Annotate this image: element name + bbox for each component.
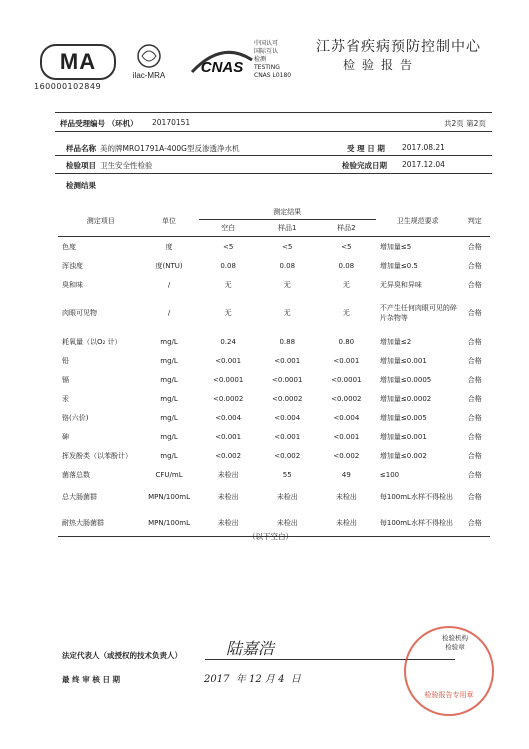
cell-unit: mg/L (160, 413, 178, 422)
cell-sample2: <0.001 (333, 432, 360, 441)
cell-verdict: 合格 (467, 394, 482, 403)
divider (55, 155, 492, 156)
cell-verdict: 合格 (467, 261, 482, 270)
cell-item: 挥发酚类（以苯酚计） (62, 451, 132, 460)
cell-item: 铬(六价) (62, 413, 89, 422)
table-row (58, 275, 490, 294)
legal-rep-label: 法定代表人（或授权的技术负责人） (62, 651, 182, 660)
cell-sample1: 55 (282, 470, 292, 479)
cell-unit: mg/L (160, 432, 178, 441)
cell-unit: 度(NTU) (155, 261, 183, 270)
table-row (58, 465, 490, 484)
cell-sample2: 0.80 (338, 337, 355, 346)
cell-item: 铅 (62, 356, 69, 365)
table-row (58, 237, 490, 257)
cell-verdict: 合格 (467, 280, 482, 289)
cma-logo: MA (40, 44, 116, 80)
header-results: 测定结果 (199, 205, 376, 220)
cell-sample2: 49 (341, 470, 351, 479)
cell-unit: MPN/100mL (148, 519, 191, 527)
cell-blank: 无 (224, 280, 232, 289)
cell-sample1: <0.0001 (272, 375, 303, 384)
signature: 陆嘉浩 (226, 639, 275, 658)
table-row (58, 370, 490, 389)
cell-item: 耗氧量（以O₂ 计） (62, 337, 122, 346)
cell-sample1: 0.88 (279, 337, 296, 346)
cell-unit: mg/L (160, 337, 178, 346)
cell-standard: 增加量≤0.0005 (379, 375, 432, 384)
cell-sample1: <0.002 (274, 451, 301, 460)
cell-unit: mg/L (160, 356, 178, 365)
header-blank: 空白 (199, 220, 258, 237)
received-date: 2017.08.21 (402, 143, 445, 152)
ilac-mra-text: ilac-MRA (132, 71, 166, 80)
acceptance-number: 20170151 (152, 118, 191, 127)
header-sample2: 样品2 (317, 220, 376, 237)
cell-sample2: <0.0001 (331, 375, 362, 384)
cell-standard: 增加量≤0.0002 (379, 394, 432, 403)
table-row (58, 256, 490, 275)
organization-name: 江苏省疾病预防控制中心 (316, 39, 481, 55)
results-table (58, 205, 490, 537)
cell-item: 肉眼可见物 (62, 309, 97, 317)
received-date-label: 受 理 日 期 (347, 144, 385, 153)
cell-blank: 未检出 (217, 470, 239, 479)
header-unit: 单位 (140, 205, 199, 237)
cell-verdict: 合格 (467, 242, 482, 251)
divider (55, 131, 492, 132)
cell-item: 菌落总数 (62, 470, 90, 479)
table-row (58, 484, 490, 510)
report-title: 检验报告 (343, 58, 420, 72)
cell-sample1: <0.001 (274, 356, 301, 365)
cma-number: 160000102849 (34, 82, 102, 91)
cell-blank: 0.24 (220, 337, 236, 346)
cell-sample1: <0.004 (274, 413, 301, 422)
cell-verdict: 合格 (467, 470, 482, 479)
cnas-line: 检测 (254, 56, 267, 63)
cell-sample2: <0.004 (333, 413, 360, 422)
cell-verdict: 合格 (467, 337, 482, 346)
cell-blank: <0.002 (215, 451, 242, 460)
cell-sample1: 未检出 (276, 519, 298, 527)
cnas-line: CNAS L0180 (254, 72, 292, 79)
cell-sample1: <5 (282, 242, 293, 251)
cell-unit: 度 (165, 242, 173, 251)
cell-verdict: 合格 (467, 309, 482, 317)
table-row (58, 389, 490, 408)
cell-sample1: 无 (283, 280, 291, 289)
cnas-line: TESTING (254, 64, 280, 71)
cnas-logo (186, 42, 258, 82)
cell-sample1: 0.08 (279, 261, 296, 270)
cell-item: 色度 (62, 242, 76, 251)
divider (55, 173, 492, 174)
blank-note: （以下空白） (248, 532, 293, 541)
seal-label: 检验机构检验章 (442, 634, 468, 651)
cell-verdict: 合格 (467, 493, 482, 501)
cell-standard: 不产生任何肉眼可见的碎片杂物等 (379, 304, 457, 322)
cell-sample2: <5 (341, 242, 352, 251)
cell-item: 臭和味 (62, 280, 83, 289)
cnas-accreditation-text (254, 40, 291, 80)
cell-standard: 增加量≤0.005 (379, 413, 427, 422)
approval-date: 2017 年 12 月 4 日 (204, 674, 301, 685)
cell-verdict: 合格 (467, 375, 482, 384)
cnas-line: 中国认可 (254, 40, 279, 47)
cell-sample1: <0.0002 (272, 394, 303, 403)
cell-blank: 无 (224, 309, 232, 317)
section-title: 检测结果 (66, 181, 96, 190)
cell-item: 耐热大肠菌群 (62, 519, 104, 527)
cell-blank: <5 (222, 242, 234, 251)
cell-blank: <0.0001 (212, 375, 244, 384)
cell-sample2: <0.0002 (331, 394, 362, 403)
header-standard: 卫生规范要求 (376, 205, 460, 237)
table-row (58, 332, 490, 351)
cell-sample1: 无 (283, 309, 291, 317)
acceptance-label: 样品受理编号 （环机） (60, 119, 138, 128)
cell-verdict: 合格 (467, 413, 482, 422)
cell-item: 总大肠菌群 (62, 493, 97, 501)
ilac-mra-logo (120, 42, 178, 82)
cell-standard: 增加量≤0.001 (379, 432, 427, 441)
cell-blank: 0.08 (220, 261, 236, 270)
header-verdict: 判定 (459, 205, 490, 237)
page-info: 共2页 第2页 (444, 119, 486, 128)
cell-blank: <0.001 (215, 356, 242, 365)
test-item: 卫生安全性检验 (100, 161, 153, 170)
cell-verdict: 合格 (467, 432, 482, 441)
cell-unit: MPN/100mL (148, 493, 191, 501)
table-row (58, 446, 490, 465)
approval-date-label: 最 终 审 核 日 期 (62, 675, 121, 684)
stamp-text: 检验报告专用章 (424, 691, 474, 699)
cell-standard: 增加量≤5 (379, 242, 412, 251)
cell-unit: mg/L (160, 375, 178, 384)
table-row (58, 351, 490, 370)
cell-sample2: 0.08 (338, 261, 355, 270)
cell-sample2: 无 (342, 280, 350, 289)
cell-unit: / (167, 309, 171, 317)
sample-name-label: 样品名称 (66, 144, 96, 153)
divider (55, 112, 492, 113)
cell-item: 浑浊度 (62, 261, 83, 270)
completed-date-label: 检验完成日期 (342, 161, 387, 170)
cell-blank: <0.001 (215, 432, 242, 441)
cell-standard: 每100mL水样不得检出 (379, 493, 453, 501)
cell-blank: 未检出 (217, 519, 239, 527)
table-row (58, 427, 490, 446)
cell-sample2: <0.002 (333, 451, 360, 460)
cell-verdict: 合格 (467, 519, 482, 527)
cell-sample1: <0.001 (274, 432, 301, 441)
cell-standard: ≤100 (379, 470, 400, 479)
cell-standard: 增加量≤0.002 (379, 451, 427, 460)
cell-item: 镉 (62, 375, 69, 384)
cell-unit: mg/L (160, 451, 178, 460)
cell-standard: 无异臭和异味 (379, 280, 422, 289)
cnas-line: 国际互认 (254, 48, 279, 55)
test-item-label: 检验项目 (66, 161, 96, 170)
cell-item: 汞 (62, 394, 69, 403)
cell-sample2: 无 (342, 309, 350, 317)
cell-standard: 增加量≤2 (379, 337, 412, 346)
table-row (58, 294, 490, 332)
cell-blank: 未检出 (217, 493, 239, 501)
cell-unit: CFU/mL (155, 470, 183, 479)
cell-item: 砷 (62, 432, 69, 441)
cell-sample1: 未检出 (276, 493, 298, 501)
cell-blank: <0.0002 (212, 394, 244, 403)
cell-standard: 每100mL水样不得检出 (379, 519, 453, 527)
cell-sample2: <0.001 (333, 356, 360, 365)
header-sample1: 样品1 (258, 220, 317, 237)
table-row (58, 408, 490, 427)
completed-date: 2017.12.04 (402, 160, 445, 169)
cnas-text: CNAS (200, 59, 244, 76)
cell-sample2: 未检出 (335, 493, 357, 501)
cell-standard: 增加量≤0.5 (379, 261, 418, 270)
cell-sample2: 未检出 (335, 519, 357, 527)
cell-verdict: 合格 (467, 356, 482, 365)
cell-blank: <0.004 (215, 413, 242, 422)
cell-unit: / (167, 280, 171, 289)
header-item: 测定项目 (58, 205, 140, 237)
cell-unit: mg/L (160, 394, 178, 403)
sample-name: 美的牌MRO1791A-400G型反渗透净水机 (100, 144, 240, 153)
cell-standard: 增加量≤0.001 (379, 356, 427, 365)
cell-verdict: 合格 (467, 451, 482, 460)
